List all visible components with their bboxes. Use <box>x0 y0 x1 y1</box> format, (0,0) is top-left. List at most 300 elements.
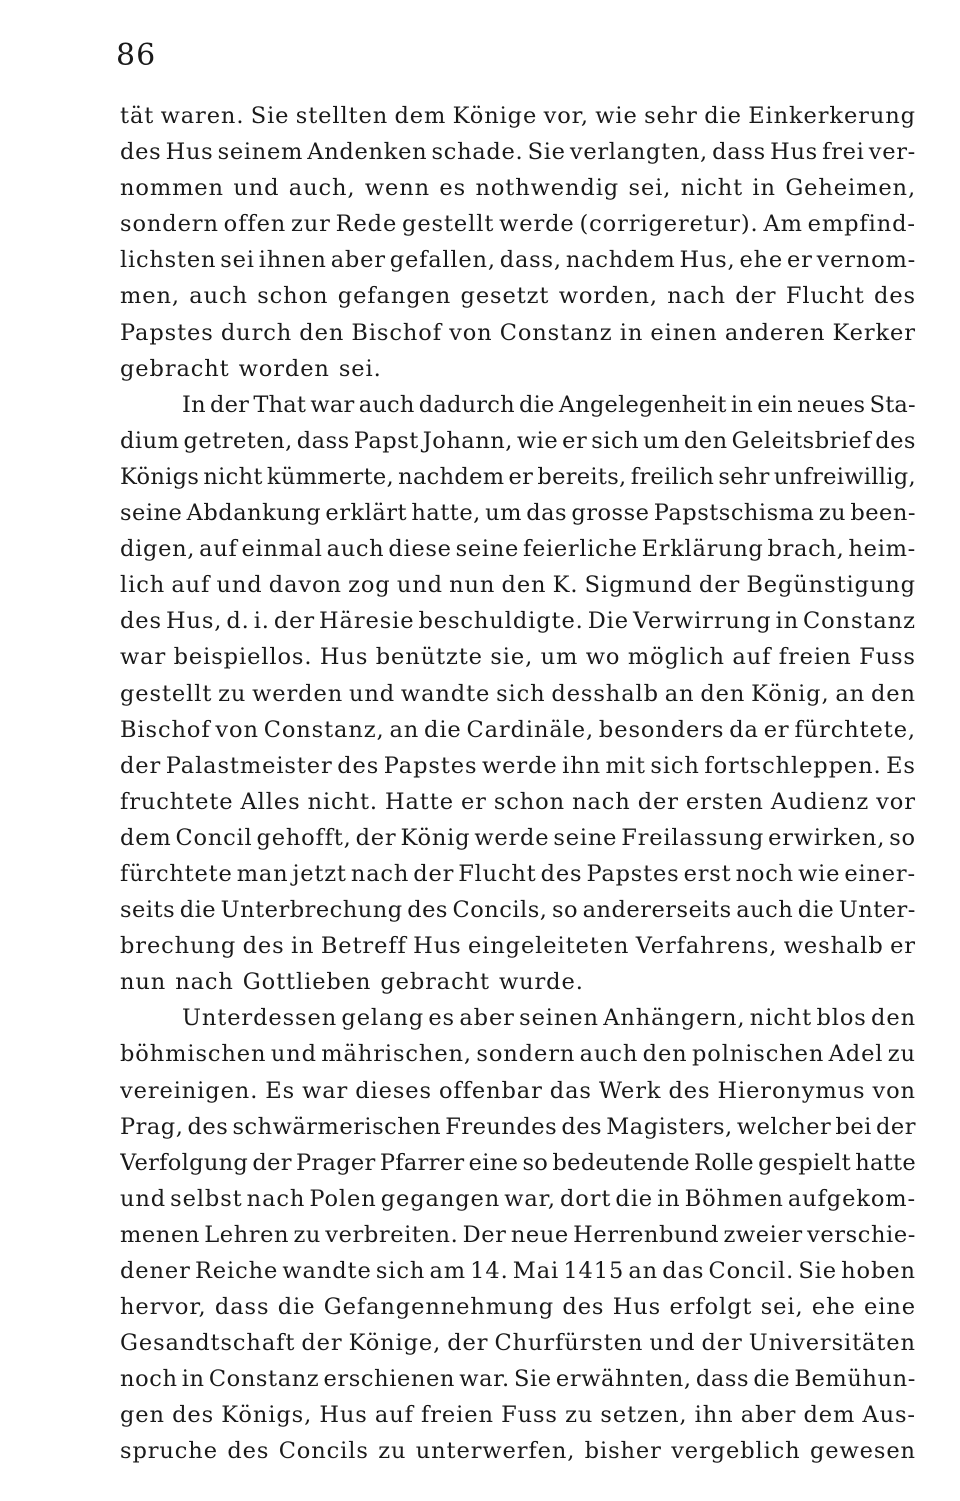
text-line <box>120 242 916 278</box>
word: eine <box>864 1294 916 1321</box>
word: Unter- <box>838 897 916 924</box>
word: Rede <box>335 211 398 238</box>
word: sich <box>591 427 640 454</box>
word: des <box>120 139 162 166</box>
word: sei, <box>628 175 672 202</box>
word: Flucht <box>458 860 537 887</box>
word: Cardinäle, <box>466 716 595 743</box>
word: bei <box>835 1113 872 1140</box>
word: es <box>439 175 467 202</box>
word: fürchtete <box>120 860 233 887</box>
word: und <box>233 175 280 202</box>
word: 1415 <box>563 1258 625 1284</box>
text-line <box>120 170 916 206</box>
word: die <box>277 1294 316 1321</box>
word: der <box>273 608 316 635</box>
word: zweier <box>723 1221 803 1248</box>
word: in <box>657 1185 681 1212</box>
word: des <box>540 860 583 887</box>
word: wie <box>516 427 559 454</box>
word: Geleitsbrief <box>731 427 872 454</box>
word: sich <box>375 1258 426 1284</box>
word: sei, <box>760 1294 804 1321</box>
word: der <box>355 824 397 851</box>
word: der <box>252 1149 292 1176</box>
word: und <box>348 680 396 707</box>
word: Es <box>265 1077 296 1104</box>
word: Constanz, <box>263 716 385 743</box>
word: schwärmerischen <box>232 1113 442 1140</box>
word: zog <box>348 572 391 599</box>
word: Unterbrechung <box>220 897 403 924</box>
word: nun <box>120 969 167 996</box>
word: aufgekom- <box>787 1185 916 1212</box>
word: Papst <box>353 427 419 454</box>
word: hatte <box>855 1149 916 1176</box>
word: Geheimen, <box>785 175 916 202</box>
word: wandte <box>400 680 491 707</box>
word: Hatte <box>384 788 454 815</box>
word: Anhängern, <box>603 1005 746 1032</box>
word: war <box>302 1077 349 1104</box>
word: aber <box>740 1402 797 1429</box>
word: diese <box>388 536 452 563</box>
word: das <box>662 1258 705 1284</box>
word: der <box>210 391 250 418</box>
word: von <box>215 716 259 743</box>
word: aber <box>459 1005 515 1032</box>
word: nicht <box>749 1005 813 1032</box>
word: er <box>763 716 790 743</box>
word: ihn <box>562 752 601 779</box>
word: kümmerte, <box>266 463 394 490</box>
word: Constanz <box>499 319 613 346</box>
word: nommen <box>120 175 224 202</box>
word: schade. <box>431 139 524 166</box>
word: desshalb <box>551 680 659 707</box>
word: vergeblich <box>671 1438 801 1465</box>
word: möglich <box>627 644 725 671</box>
word: Pfarrer <box>379 1149 465 1176</box>
word: böhmischen <box>120 1041 267 1068</box>
text-line <box>120 603 916 639</box>
word: der <box>637 788 679 815</box>
word: davon <box>268 572 342 599</box>
word: des <box>562 1294 605 1321</box>
word: den <box>871 1005 916 1032</box>
word: zu <box>218 680 247 707</box>
word: Papstes <box>383 752 478 779</box>
word: in <box>752 175 776 202</box>
word: anderen <box>724 319 826 346</box>
word: That <box>253 391 307 418</box>
word: Papstes <box>586 860 680 887</box>
word: und <box>649 1330 696 1357</box>
word: in <box>730 391 753 418</box>
word: fruchtete <box>120 788 234 815</box>
word: Begünstigung <box>746 572 916 599</box>
word: sehr <box>644 103 698 129</box>
word: und <box>396 572 443 599</box>
word: ver- <box>868 139 916 166</box>
word: war <box>120 644 167 671</box>
word: Lehren <box>204 1221 290 1248</box>
word: Werk <box>598 1077 662 1104</box>
word: vereinigen. <box>120 1077 259 1104</box>
word: Angelegenheit <box>558 391 727 418</box>
word: hoben <box>841 1258 916 1284</box>
word: des <box>187 1113 229 1140</box>
word: Magisters, <box>606 1113 733 1140</box>
word: heim- <box>848 536 916 563</box>
word: auf <box>171 572 211 599</box>
word: seine <box>120 500 183 527</box>
word: freilich <box>630 463 715 490</box>
word: mit <box>605 752 646 779</box>
word: war, <box>504 1185 556 1212</box>
word: Hus <box>612 1294 662 1321</box>
word: Reiche <box>194 1258 279 1284</box>
word: Concils, <box>452 897 548 924</box>
word: zu <box>818 500 847 527</box>
word: der <box>735 283 777 310</box>
word: Fuss <box>859 644 916 671</box>
word: Hus <box>165 139 214 166</box>
text-line <box>120 748 916 784</box>
word: es <box>428 1005 456 1032</box>
word: nachdem <box>565 247 676 274</box>
word: in <box>290 933 315 960</box>
word: sich <box>650 752 700 779</box>
word: i. <box>253 608 270 635</box>
word: welcher <box>736 1113 832 1140</box>
word: den <box>642 1041 688 1068</box>
word: erklärt <box>325 500 408 527</box>
word: dem <box>394 103 447 129</box>
word: der <box>120 752 162 779</box>
word: des <box>668 1077 711 1104</box>
word: bisher <box>584 1438 662 1465</box>
word: seinem <box>217 139 304 166</box>
text-line <box>120 1073 916 1109</box>
word: durch <box>220 319 293 346</box>
word: ersten <box>685 788 764 815</box>
word: den <box>870 680 916 707</box>
word: Concils <box>278 1438 369 1465</box>
word: jetzt <box>292 860 347 887</box>
word: und <box>216 572 263 599</box>
word: benützte <box>375 644 483 671</box>
word: frei <box>822 139 865 166</box>
word: worden <box>238 355 330 382</box>
text-line <box>120 928 916 964</box>
text-line <box>120 1145 916 1181</box>
text-line <box>120 423 916 459</box>
word: des <box>337 752 380 779</box>
word: Gottlieben <box>242 969 372 996</box>
word: zu <box>887 1041 916 1068</box>
word: neue <box>510 1221 569 1248</box>
word: bedeutende <box>552 1149 690 1176</box>
word: die <box>704 103 742 129</box>
word: Constanz <box>208 1366 320 1393</box>
word: getreten, <box>183 427 293 454</box>
word: freien <box>421 1402 494 1429</box>
word: vor, <box>543 103 589 129</box>
word: man <box>236 860 289 887</box>
text-line <box>120 856 916 892</box>
text-line <box>120 1181 916 1217</box>
word: vor <box>876 788 916 815</box>
word: die <box>519 391 555 418</box>
word: erwirken, <box>768 824 886 851</box>
word: lich <box>120 572 166 599</box>
word: noch <box>120 1366 178 1393</box>
word: auch <box>326 536 385 563</box>
word: erschienen <box>323 1366 456 1393</box>
word: Sigmund <box>584 572 693 599</box>
word: schon <box>493 788 566 815</box>
word: auch <box>189 283 248 310</box>
word: Am <box>763 211 803 238</box>
word: men, <box>120 283 180 310</box>
word: grosse <box>571 500 650 527</box>
word: eingeleiteten <box>467 933 630 960</box>
text-line <box>120 98 916 134</box>
word: Universitäten <box>748 1330 916 1357</box>
word: und <box>120 1185 167 1212</box>
word: in <box>775 608 800 635</box>
word: er <box>786 247 813 274</box>
text-line <box>120 134 916 170</box>
word: wenn <box>364 175 431 202</box>
word: gebracht <box>120 355 230 382</box>
word: Audienz <box>770 788 870 815</box>
text-line <box>120 712 916 748</box>
text-line <box>120 495 916 531</box>
word: nach <box>572 788 631 815</box>
word: gegangen <box>380 1185 501 1212</box>
word: dieses <box>355 1077 432 1104</box>
word: Alles <box>240 788 301 815</box>
word: brechung <box>120 933 237 960</box>
word: gelang <box>341 1005 425 1032</box>
word: gespielt <box>758 1149 851 1176</box>
word: war <box>310 391 355 418</box>
word: dium <box>120 427 180 454</box>
word: Palastmeister <box>165 752 333 779</box>
text-line <box>120 1325 916 1361</box>
word: des <box>561 1113 603 1140</box>
text-line <box>120 278 916 314</box>
word: Hus <box>413 933 462 960</box>
page-number: 86 <box>116 38 157 73</box>
word: setzen, <box>600 1402 688 1429</box>
word: been- <box>850 500 916 527</box>
text-line <box>120 1253 916 1289</box>
word: offenbar <box>438 1077 543 1104</box>
word: an <box>628 1258 659 1284</box>
word: Verfahrens, <box>635 933 778 960</box>
text-line <box>120 1361 916 1397</box>
word: Häresie <box>319 608 415 635</box>
word: Johann, <box>422 427 513 454</box>
word: er <box>562 427 588 454</box>
word: da <box>729 716 759 743</box>
word: gestellt <box>402 211 495 238</box>
word: wie <box>798 860 841 887</box>
word: mährischen, <box>321 1041 472 1068</box>
word: der <box>447 1330 489 1357</box>
word: die <box>179 897 217 924</box>
word: die <box>424 716 462 743</box>
word: dass <box>296 427 350 454</box>
word: nicht <box>680 175 744 202</box>
word: K. <box>552 572 579 599</box>
word: nothwendig <box>475 175 620 202</box>
word: des <box>172 1402 215 1429</box>
word: Es <box>886 752 916 779</box>
word: den <box>299 319 345 346</box>
word: Bischof <box>120 716 211 743</box>
word: Sie <box>250 103 290 129</box>
word: Könige <box>452 103 538 129</box>
word: Andenken <box>307 139 428 166</box>
word: dem <box>120 824 172 851</box>
text-line <box>120 820 916 856</box>
word: der <box>701 1330 743 1357</box>
word: des <box>407 897 448 924</box>
word: wo <box>585 644 621 671</box>
word: Unterdessen <box>182 1005 338 1032</box>
word: wurde. <box>498 969 584 996</box>
word: worden, <box>558 283 658 310</box>
word: brach, <box>767 536 845 563</box>
word: Abdankung <box>186 500 322 527</box>
word: Gesandtschaft <box>120 1330 296 1357</box>
word: das <box>549 1077 592 1104</box>
word: Constanz <box>803 608 916 635</box>
text-line <box>120 206 916 242</box>
word: (corrigeretur). <box>579 211 759 238</box>
word: blos <box>816 1005 867 1032</box>
word: 14. <box>470 1258 509 1284</box>
word: gefangen <box>337 283 452 310</box>
word: beispiellos. <box>173 644 313 671</box>
word: ehe <box>739 247 783 274</box>
word: In <box>182 391 206 418</box>
word: Hus, <box>679 247 736 274</box>
word: waren. <box>160 103 245 129</box>
word: Kerker <box>832 319 916 346</box>
word: an <box>664 680 695 707</box>
word: Polen <box>309 1185 377 1212</box>
word: unterwerfen, <box>415 1438 576 1465</box>
word: offen <box>223 211 287 238</box>
word: und <box>270 1041 317 1068</box>
word: auch, <box>288 175 356 202</box>
word: lichsten <box>120 247 217 274</box>
word: Gefangennehmung <box>323 1294 555 1321</box>
word: fortschleppen. <box>704 752 882 779</box>
word: seinen <box>519 1005 599 1032</box>
word: Hus <box>319 644 369 671</box>
word: noch <box>735 860 794 887</box>
word: König <box>400 824 471 851</box>
word: auf <box>199 536 238 563</box>
word: Hus <box>319 1402 368 1429</box>
word: hatte, <box>411 500 481 527</box>
word: einen <box>650 319 718 346</box>
text-line <box>120 1397 916 1433</box>
word: den <box>683 427 728 454</box>
text-line <box>120 784 916 820</box>
word: d. <box>226 608 250 635</box>
word: zu <box>293 1221 321 1248</box>
word: Papstschisma <box>653 500 815 527</box>
word: seine <box>455 536 519 563</box>
word: neues <box>797 391 866 418</box>
word: verlangten, <box>569 139 708 166</box>
word: gebracht <box>380 969 490 996</box>
word: werde <box>482 752 558 779</box>
word: des <box>875 427 916 454</box>
word: Sie <box>798 1258 837 1284</box>
text-line <box>120 1217 916 1253</box>
word: König, <box>751 680 830 707</box>
word: um <box>540 644 579 671</box>
word: ihnen <box>258 247 327 274</box>
word: sei <box>220 247 255 274</box>
word: um <box>643 427 680 454</box>
word: werde <box>499 211 575 238</box>
word: Prager <box>296 1149 376 1176</box>
word: nach <box>350 860 410 887</box>
word: den <box>700 680 746 707</box>
word: Die <box>587 608 629 635</box>
word: der <box>876 1113 916 1140</box>
word: feierliche <box>522 536 638 563</box>
text-line <box>120 567 916 603</box>
word: der <box>413 860 455 887</box>
word: unfreiwillig, <box>773 463 916 490</box>
word: Einkerkerung <box>748 103 916 129</box>
word: Hus <box>770 139 818 166</box>
word: am <box>429 1258 466 1284</box>
word: sondern <box>120 211 219 238</box>
word: gehofft, <box>256 824 352 851</box>
text-line <box>120 639 916 675</box>
word: Adel <box>828 1041 884 1068</box>
word: gewesen <box>809 1438 916 1465</box>
word: erfolgt <box>669 1294 753 1321</box>
word: Königs <box>120 463 200 490</box>
word: nicht <box>203 463 263 490</box>
word: dem <box>803 1402 856 1429</box>
word: Concil <box>175 824 253 851</box>
word: auf <box>732 644 772 671</box>
word: gefallen, <box>389 247 496 274</box>
word: der <box>301 1330 343 1357</box>
text-line <box>120 1000 916 1036</box>
word: gen <box>120 1402 165 1429</box>
word: erst <box>683 860 732 887</box>
word: Rolle <box>694 1149 754 1176</box>
word: aber <box>330 247 386 274</box>
word: gesetzt <box>460 283 550 310</box>
word: er <box>508 463 534 490</box>
word: Verwirrung <box>632 608 772 635</box>
